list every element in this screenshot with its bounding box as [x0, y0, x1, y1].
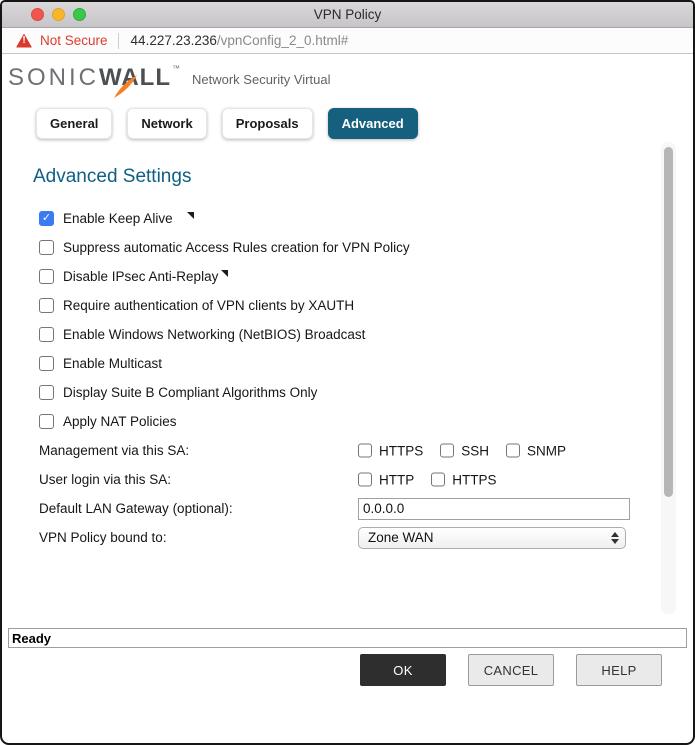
- setting-row-suppress-rules: [2, 233, 657, 262]
- zoom-window-button[interactable]: [73, 8, 86, 21]
- checkbox-label: Display Suite B Compliant Algorithms Only: [63, 385, 318, 400]
- settings-tabs: [36, 108, 418, 139]
- user-login-sa-row: [2, 465, 657, 494]
- management-sa-label: Management via this SA:: [39, 443, 190, 458]
- user-login-http-option: [358, 472, 414, 487]
- enable-multicast-checkbox[interactable]: [39, 356, 54, 371]
- setting-row-anti-replay: [2, 262, 657, 291]
- tab-advanced[interactable]: Advanced: [328, 108, 418, 139]
- minimize-window-button[interactable]: [52, 8, 65, 21]
- user-login-https-checkbox[interactable]: [431, 473, 445, 487]
- management-sa-row: [2, 436, 657, 465]
- tab-network[interactable]: Network: [127, 108, 206, 139]
- setting-row-suite-b: [2, 378, 657, 407]
- selected-value: Zone WAN: [368, 530, 434, 545]
- option-label: HTTP: [379, 472, 415, 487]
- option-label: HTTPS: [379, 443, 424, 458]
- page-title: Advanced Settings: [33, 166, 192, 187]
- checkbox-label: Enable Windows Networking (NetBIOS) Broadcast: [63, 327, 366, 342]
- status-text: Ready: [12, 630, 52, 646]
- default-gateway-input[interactable]: [358, 498, 630, 520]
- policy-bound-label: VPN Policy bound to:: [39, 530, 167, 545]
- tab-general[interactable]: General: [36, 108, 112, 139]
- vertical-scrollbar[interactable]: [661, 142, 676, 614]
- setting-row-netbios: [2, 320, 657, 349]
- footer-button-row: [2, 654, 662, 686]
- management-snmp-checkbox[interactable]: [506, 444, 520, 458]
- setting-row-xauth: [2, 291, 657, 320]
- suppress-access-rules-checkbox[interactable]: [39, 240, 54, 255]
- ok-button[interactable]: OK: [360, 654, 446, 686]
- user-login-http-checkbox[interactable]: [358, 473, 372, 487]
- close-window-button[interactable]: [31, 8, 44, 21]
- url-text[interactable]: [131, 33, 349, 48]
- url-host: 44.227.23.236: [130, 33, 217, 48]
- product-tagline: Network Security Virtual: [192, 71, 331, 87]
- brand-header: [8, 55, 330, 101]
- checkbox-label: Enable Keep Alive: [63, 211, 173, 226]
- user-login-sa-label: User login via this SA:: [39, 472, 172, 487]
- traffic-lights: [31, 8, 86, 21]
- default-gateway-row: [2, 494, 657, 523]
- status-bar: [8, 628, 687, 648]
- management-ssh-option: [440, 443, 489, 458]
- checkbox-label: Enable Multicast: [63, 356, 163, 371]
- setting-row-multicast: [2, 349, 657, 378]
- management-sa-options: [358, 443, 566, 458]
- window-title: VPN Policy: [313, 7, 382, 22]
- checkbox-label: Disable IPsec Anti-Replay: [63, 269, 219, 284]
- require-xauth-checkbox[interactable]: [39, 298, 54, 313]
- not-secure-label[interactable]: Not Secure: [40, 33, 108, 48]
- netbios-broadcast-checkbox[interactable]: [39, 327, 54, 342]
- option-label: HTTPS: [452, 472, 497, 487]
- help-button[interactable]: HELP: [576, 654, 662, 686]
- setting-row-nat-policies: [2, 407, 657, 436]
- scrollbar-thumb[interactable]: [664, 147, 673, 497]
- advanced-settings-panel: [2, 162, 657, 552]
- user-login-https-option: [431, 472, 496, 487]
- url-path: /vpnConfig_2_0.html#: [216, 33, 349, 48]
- not-secure-warning-icon[interactable]: !: [16, 34, 32, 48]
- tooltip-arrow-icon: [221, 270, 228, 277]
- checkbox-label: Apply NAT Policies: [63, 414, 177, 429]
- policy-bound-row: [2, 523, 657, 552]
- suite-b-checkbox[interactable]: [39, 385, 54, 400]
- browser-address-bar[interactable]: [2, 28, 693, 54]
- default-gateway-label: Default LAN Gateway (optional):: [39, 501, 233, 516]
- window-titlebar: [2, 2, 693, 28]
- management-snmp-option: [506, 443, 566, 458]
- disable-anti-replay-checkbox[interactable]: [39, 269, 54, 284]
- logo-swoosh-icon: [113, 75, 138, 98]
- checkbox-label: Require authentication of VPN clients by XAUTH: [63, 298, 355, 313]
- sonicwall-logo: SONICWALL™: [8, 64, 180, 92]
- enable-keep-alive-checkbox[interactable]: [39, 211, 54, 226]
- cancel-button[interactable]: CANCEL: [468, 654, 554, 686]
- check-icon: ✓: [41, 212, 52, 224]
- user-login-sa-options: [358, 472, 497, 487]
- option-label: SNMP: [527, 443, 567, 458]
- setting-row-keep-alive: [2, 204, 657, 233]
- apply-nat-policies-checkbox[interactable]: [39, 414, 54, 429]
- select-stepper-icon: [611, 532, 619, 544]
- address-divider: [118, 33, 119, 49]
- tooltip-arrow-icon: [187, 212, 194, 219]
- management-ssh-checkbox[interactable]: [440, 444, 454, 458]
- tab-proposals[interactable]: Proposals: [222, 108, 313, 139]
- management-https-checkbox[interactable]: [358, 444, 372, 458]
- checkbox-label: Suppress automatic Access Rules creation for VPN Policy: [63, 240, 410, 255]
- management-https-option: [358, 443, 423, 458]
- option-label: SSH: [461, 443, 490, 458]
- vpn-policy-bound-select[interactable]: [358, 527, 626, 549]
